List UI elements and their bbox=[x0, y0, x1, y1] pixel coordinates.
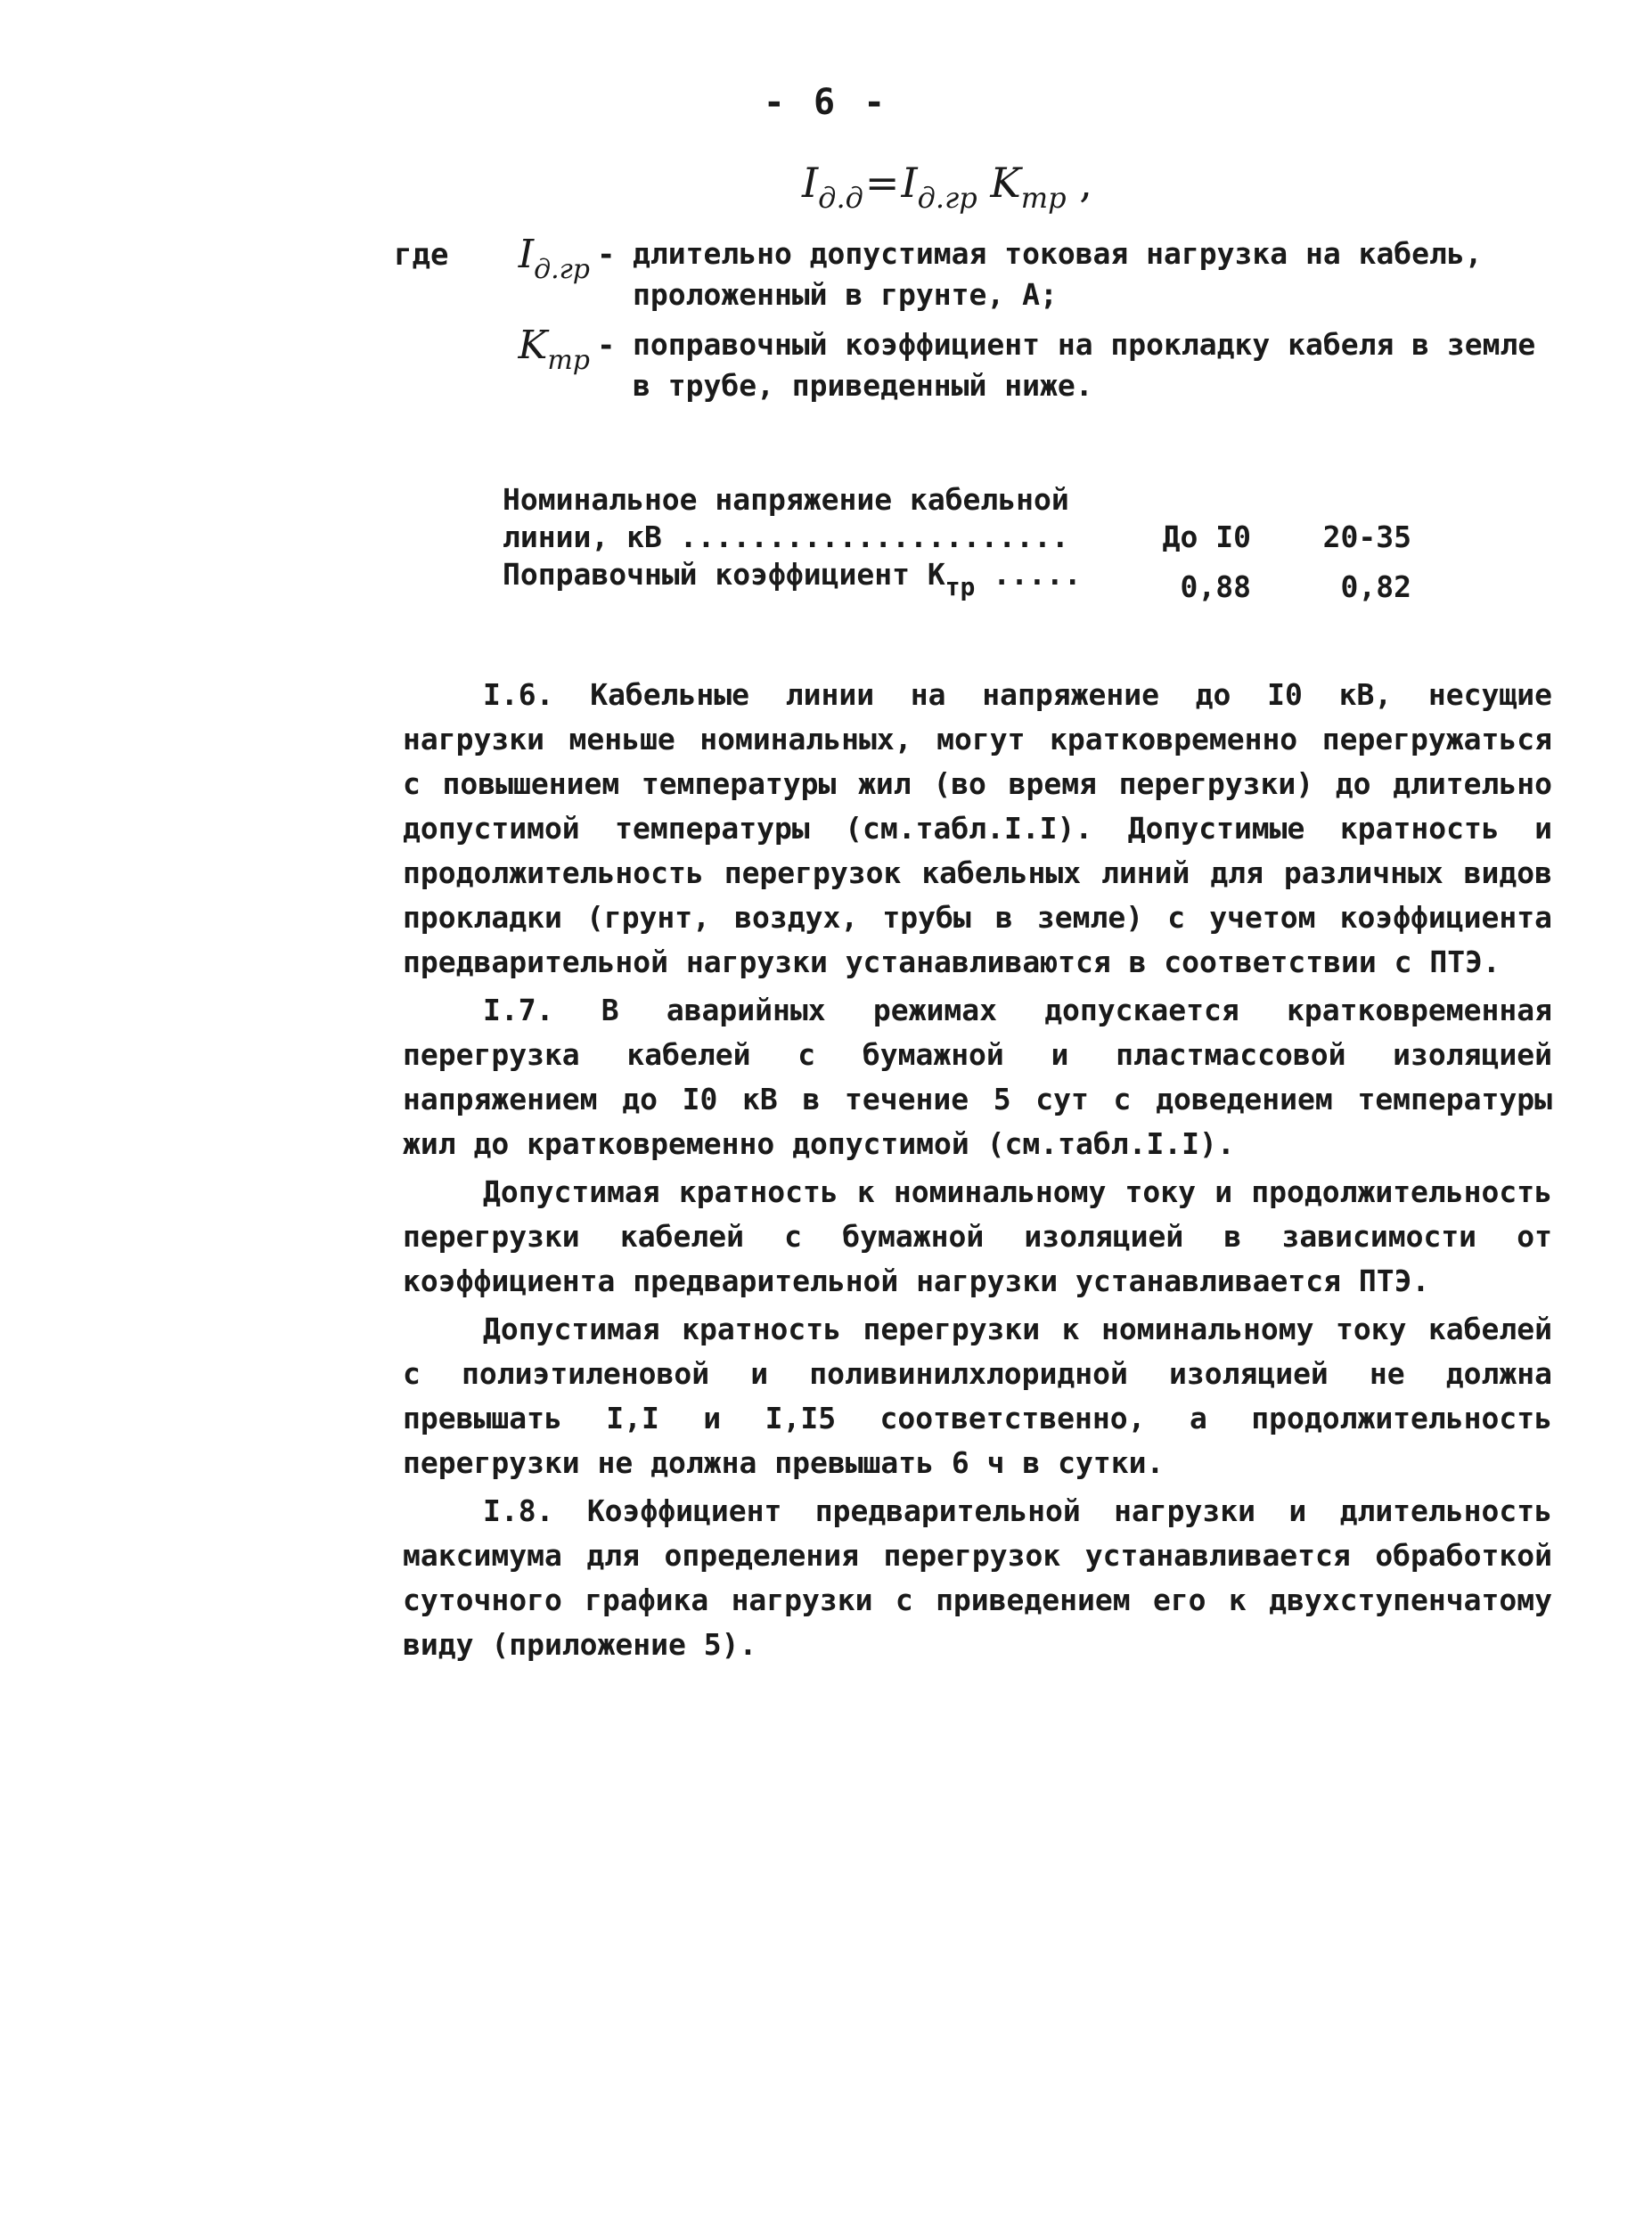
definitions-lead: где bbox=[394, 237, 449, 273]
formula-coefficient: $K_{тр}$ bbox=[990, 159, 1067, 215]
definition-row bbox=[394, 233, 1570, 315]
formula-equals: = bbox=[864, 159, 900, 207]
coefficient-value: 20-35 bbox=[1322, 519, 1411, 554]
coefficient-row-voltage-title bbox=[503, 481, 1447, 519]
coefficient-table bbox=[503, 481, 1447, 606]
formula bbox=[802, 159, 1092, 215]
paragraph: I.8. Коэффициент предварительной нагрузки и длительность максимума для определения перегрузок устанавливается обработкой суточного графика нагрузки с приведением его к двухступенчатому виду (приложение 5). bbox=[403, 1493, 1552, 1662]
paragraph: I.7. В аварийных режимах допускается кратковременная перегрузка кабелей с бумажной и пластмассовой изоляцией напряжением до I0 кВ в течение 5 сут с доведением температуры жил до кратковременно допустимой (см.табл.I.I). bbox=[403, 993, 1552, 1161]
formula-rhs: $I_{д.гр}$ bbox=[901, 159, 977, 215]
definition-row bbox=[394, 324, 1570, 406]
definition-symbol: $K_{тр}$ bbox=[518, 323, 590, 376]
definition-dash: - bbox=[597, 328, 616, 364]
paragraph: I.6. Кабельные линии на напряжение до I0 кВ, несущие нагрузки меньше номинальных, могут кратковременно перегружаться с повышением температуры жил (во время перегрузки) до длительно допустимой температуры (см.табл.I.I). Допустимые кратность и продолжительность перегрузок кабельных линий для различных видов прокладки (грунт, воздух, трубы в земле) с учетом коэффициента предварительной нагрузки устанавливаются в соответствии с ПТЭ. bbox=[403, 677, 1552, 979]
definition-symbol: $I_{д.гр}$ bbox=[518, 232, 590, 285]
coefficient-value: 0,88 bbox=[1180, 569, 1251, 604]
coefficient-label: Номинальное напряжение кабельной bbox=[503, 482, 1069, 517]
definition-text: длительно допустимая токовая нагрузка на кабель, проложенный в грунте, А; bbox=[633, 236, 1483, 312]
formula-trailing: , bbox=[1079, 159, 1092, 207]
definition-dash: - bbox=[597, 237, 616, 273]
coefficient-label: линии, кВ ...................... bbox=[503, 519, 1069, 554]
formula-lhs: $I_{д.д}$ bbox=[802, 159, 863, 215]
paragraph: Допустимая кратность к номинальному току и продолжительность перегрузки кабелей с бумажной изоляцией в зависимости от коэффициента предварительной нагрузки устанавливается ПТЭ. bbox=[403, 1174, 1552, 1298]
body-text bbox=[403, 673, 1552, 1671]
coefficient-value: 0,82 bbox=[1340, 569, 1411, 604]
definitions bbox=[394, 233, 1570, 415]
coefficient-row-voltage bbox=[503, 519, 1447, 556]
definition-text: поправочный коэффициент на прокладку кабеля в земле в трубе, приведенный ниже. bbox=[633, 327, 1536, 403]
page-number: - 6 - bbox=[763, 82, 889, 123]
coefficient-value: До I0 bbox=[1162, 519, 1251, 554]
paragraph: Допустимая кратность перегрузки к номинальному току кабелей с полиэтиленовой и поливинилхлоридной изоляцией не должна превышать I,I и I,I5 соответственно, а продолжительность перегрузки не должна превышать 6 ч в сутки. bbox=[403, 1312, 1552, 1480]
coefficient-label: Поправочный коэффициент $К_{тр}$ ..... bbox=[503, 557, 1082, 601]
coefficient-row-factor bbox=[503, 556, 1447, 606]
